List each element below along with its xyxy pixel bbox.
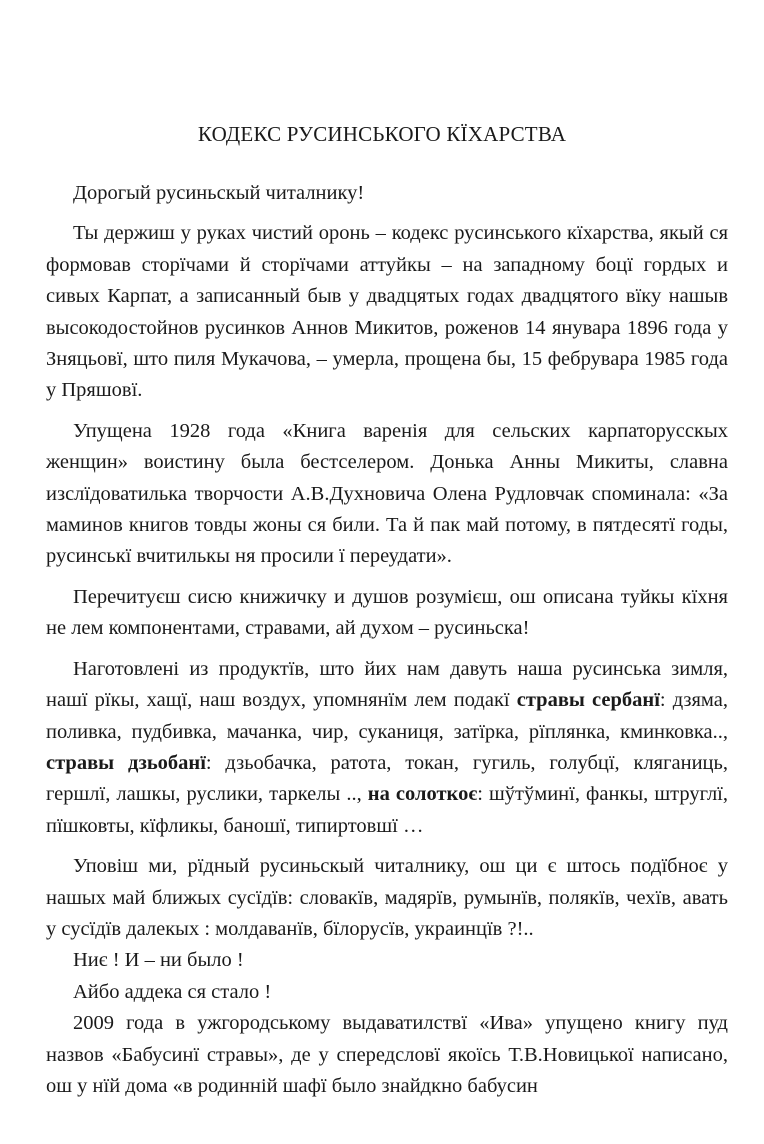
paragraph-6: Ниє ! И – ни было ! <box>73 949 244 972</box>
greeting-paragraph: Дорогый русиньскый читалнику! <box>73 182 365 204</box>
document-body <box>46 178 728 1102</box>
paragraph-4 <box>46 654 728 842</box>
paragraph-8: 2009 года в ужгородському выдаватилствї «Ива» упущено книгу пуд назвов «Бабусинї стравы», де у спередсловї якоїсь Т.В.Новицької написано, ош у нїй дома «в родинній шафї было знайдкно бабусин <box>46 1012 728 1097</box>
paragraph-7: Айбо аддека ся стало ! <box>73 980 272 1003</box>
bold-term-stravy-serbani: стравы сербанї <box>516 689 660 712</box>
paragraph-2: Упущена 1928 года «Книга варенія для сельских карпаторусскых женщин» воистину была бестселером. Донька Анны Микиты, славна изслїдоватилька творчости А.В.Духновича Олена Рудловчак споминала: «За маминов книгов товды жоны ся били. Та й пак май потому, в пятдесятї годы, русинськї вчитилькы ня просили ї переудати». <box>46 419 728 568</box>
document-title: КОДЕКС РУСИНСЬКОГО КЇХАРСТВА <box>197 122 567 146</box>
paragraph-4-text-d: : дзьобачка, ратота, токан, гугиль, голубцї, кляганиць, гершлї, лашкы, руслики, таркелы .., <box>46 751 728 806</box>
paragraph-1: Ты держиш у руках чистий оронь – кодекс русинського кїхарства, якый ся формовав сторїчами й сторїчами аттуйкы – на западному боцї гордых и сивых Карпат, а записанный быв у двадцятых годах двадцятого вїку нашыв высокодостойнов русинков Аннов Микитов, роженов 14 янувара 1896 года у Зняцьовї, што пиля Мукачова, – умерла, прощена бы, 15 фебрувара 1985 года у Пряшовї. <box>46 222 728 402</box>
paragraph-4-text-c: : дзяма, поливка, пудбивка, мачанка, чир, суканиця, затїрка, рїплянка, кминковка.., <box>46 689 728 743</box>
paragraph-3: Перечитуєш сисю книжичку и душов розумієш, ош описана туйкы кїхня не лем компонентами, стравами, ай духом – русиньска! <box>46 585 728 640</box>
bold-term-na-solotkoe: на солоткоє <box>367 783 478 806</box>
paragraph-4-text-a: Наготовлені из продуктїв, што йих нам давуть наша русинська зимля, нашї рїкы, хащї, наш воздух, упомнянїм лем подакї <box>46 657 728 712</box>
paragraph-5: Уповіш ми, рїдный русиньскый читалнику, ош ци є штось подїбноє у нашых май ближых сусїдїв: словакїв, мадярїв, румынїв, полякїв, чехїв, авать у сусїдїв далекых : молдаванїв, бїлорусїв, украинцїв ?!.. <box>46 855 728 940</box>
paragraph-4-text-e: : шўтўминї, фанкы, штруглї, пїшковты, кїфликы, баношї, типиртовшї … <box>46 783 728 837</box>
bold-term-stravy-dzobani: стравы дзьобанї <box>46 751 206 774</box>
